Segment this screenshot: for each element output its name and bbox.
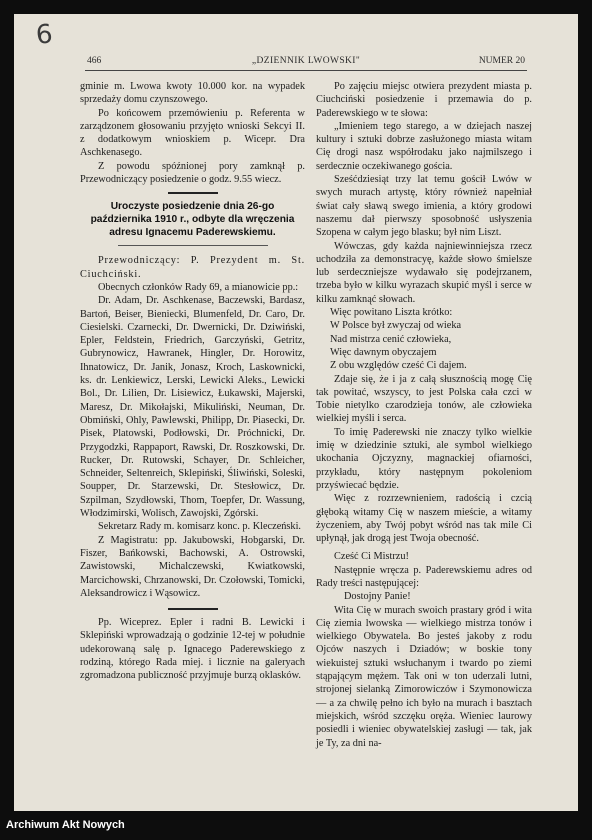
verse-line: Nad mistrza cenić człowieka,	[330, 333, 452, 345]
archive-label: Archiwum Akt Nowych	[6, 819, 125, 831]
paragraph: Zdaje się, że i ja z całą słusznością mogę Cię tak powitać, wszyscy, to jest Polska cała czci w Tobie nietylko czarodzieja tonów, ale człowieka wielkiej myśli i serca.	[316, 373, 532, 425]
paragraph: „Imieniem tego starego, a w dziejach naszej kultury i sztuki dobrze zasłużonego miasta witam Cię drogi nasz współrodaku jako najmilszego i serdecznie oczekiwanego gościa.	[316, 120, 532, 172]
paragraph: Sekretarz Rady m. komisarz konc. p. Kleczeński.	[98, 521, 302, 533]
paragraph: Sześćdziesiąt trzy lat temu gościł Lwów w swych murach artystę, który również napełniał świat cały sławą swego imienia, a który grodowi naszemu dał pierwszy sposobność usłyszenia Szopena w całym jego blasku; był nim Liszt.	[316, 174, 532, 239]
paragraph: Wówczas, gdy każda najniewinniejsza rzecz uchodziła za demonstracyę, każde słowo śmielsze lub serdeczniejsze wydawało się podejrzanem, trzeba było w kilku wyrazach skupić myśl i serce w kilku zamknąć słowach.	[316, 240, 532, 305]
left-column	[80, 80, 305, 683]
section-title: Uroczyste posiedzenie dnia 26-go października 1910 r., odbyte dla wręczenia adresu Ignacemu Paderewskiemu.	[90, 201, 295, 239]
paragraph: Wita Cię w murach swoich prastary gród i wita Cię ziemia lwowska — wielkiego mistrza tonów i wielkiego Obywatela. Bo jesteś jakoby z rodu Ojców naszych i Dziadów; w boskie tony wiekuistej sztuki wsłuchanym i twardo po ziemi stąpającym mężem. Tak oni w ton uderzali lutni, strojonej sielanką Zimorowiczów i Szymonowicza — a za chwilę pełno ich było na murach i basztach miejskich, wśród szczęku oręża. Wieniec laurowy posiedli i wieniec obywatelskiej zasługi — tak, jak je Ty, za dni na-	[316, 604, 532, 749]
paragraph: To imię Paderewski nie znaczy tylko wielkie imię w dziedzinie sztuki, ale symbol wielkiego ukochania Ojczyzny, magnackiej ofiarności, przykładu, który następnym pokoleniom przyświecać będzie.	[316, 426, 532, 491]
page-header	[85, 56, 527, 68]
title-underline	[118, 245, 268, 246]
newspaper-title: „DZIENNIK LWOWSKI"	[251, 56, 361, 66]
closing-paragraph: Pp. Wiceprez. Epler i radni B. Lewicki i Sklepiński wprowadzają o godzinie 12-tej w południe udekorowaną salę p. Ignacego Paderewskiego z rodziną, którego Rada miej. i licznie na galeryach zgromadzona publiczność przyjmuje burzą oklasków.	[80, 617, 305, 682]
archive-footer	[0, 811, 592, 840]
issue-number: NUMER 20	[478, 56, 525, 66]
paragraph: Z powodu spóźnionej pory zamknął p. Przewodniczący posiedzenie o godz. 9.55 wiecz.	[80, 160, 305, 186]
greeting-line: Cześć Ci Mistrzu!	[334, 551, 409, 563]
paragraph: Po końcowem przemówieniu p. Referenta w zarządzonem głosowaniu przyjęto wnioski Sekcyi II. z dodatkowym wnioskiem p. Wicepr. Dra Aschkenasego.	[80, 107, 305, 159]
section-divider-block	[80, 608, 305, 610]
paragraph: Po zajęciu miejsc otwiera prezydent miasta p. Ciuchciński posiedzenie i przemawia do p. Paderewskiego w te słowa:	[316, 81, 532, 119]
page-number: 466	[87, 56, 102, 66]
salutation: Dostojny Panie!	[344, 591, 411, 603]
header-rule	[85, 70, 527, 71]
paragraph: Więc z rozrzewnieniem, radością i czcią głęboką witamy Cię w naszem mieście, a witamy życzeniem, aby Twój pobyt wśród nas tak mile Ci upłynął, jak drogą jest Twoja obecność.	[316, 493, 532, 545]
paragraph: Obecnych członków Rady 69, a mianowicie pp.:	[98, 281, 299, 293]
paragraph: gminie m. Lwowa kwoty 10.000 kor. na wypadek sprzedaży domu czynszowego.	[80, 81, 305, 106]
section-divider	[168, 608, 218, 610]
verse-line: W Polsce był zwyczaj od wieka	[330, 320, 462, 332]
verse-line: Z obu względów cześć Ci dajem.	[330, 360, 467, 372]
handwritten-number: 6	[34, 19, 55, 51]
section-divider	[168, 192, 218, 194]
section-heading	[80, 192, 305, 246]
right-column	[316, 80, 532, 750]
members-list: Dr. Adam, Dr. Aschkenase, Baczewski, Bardasz, Bartoń, Beiser, Bieniecki, Blumenfeld, Dr. Caro, Dr. Ciesielski. Czarnecki, Dr. Dwernicki, Dr. Dziwiński, Epler, Feldstein, Friedrich, Garczyński, Getritz, Gubrynowicz, Hawranek, Hingler, Dr. Horowitz, Ihnatowicz, Dr. Janik, Jonasz, Kroch, Laskownicki, ks. dr. Lenkiewicz, Lerski, Lewicki Aleks., Lewicki Bol., Dr. Lilien, Dr. Lisiewicz, Łukawski, Majerski, Maresz, Dr. Mikołajski, Mikuliński, Neuman, Dr. Obmiński, Ohly, Pawlewski, Philipp, Dr. Piasecki, Dr. Pisek, Platowski, Podłowski, Dr. Próchnicki, Dr. Przygodzki, Rappaport, Rawski, Dr. Roszkowski, Dr. Rucker, Dr. Rutowski, Schayer, Dr. Schleicher, Schneider, Seltenreich, Sklepiński, Śliwiński, Soleski, Soupper, Dr. Starzewski, Dr. Stesłowicz, Dr. Szpilman, Szydłowski, Thom, Toepfer, Dr. Wassung, Włodzimirski, Wolisch, Zawojski, Zgórski.	[80, 295, 305, 520]
verse-line: Więc dawnym obyczajem	[330, 346, 437, 358]
chairman-line: Przewodniczący: P. Prezydent m. St. Ciuchciński.	[80, 255, 305, 280]
magistrate-list: Z Magistratu: pp. Jakubowski, Hobgarski, Dr. Fiszer, Bańkowski, Bachowski, A. Ostrowski, Zawistowski, Michalczewski, Kwiatkowski, Marcichowski, Chrzanowski, Dr. Czołowski, Tomicki, Aleksandrowicz i Wąsowicz.	[80, 534, 305, 599]
paragraph: Następnie wręcza p. Paderewskiemu adres od Rady treści następującej:	[316, 564, 532, 589]
verse-line: Więc powitano Liszta krótko:	[330, 307, 453, 319]
